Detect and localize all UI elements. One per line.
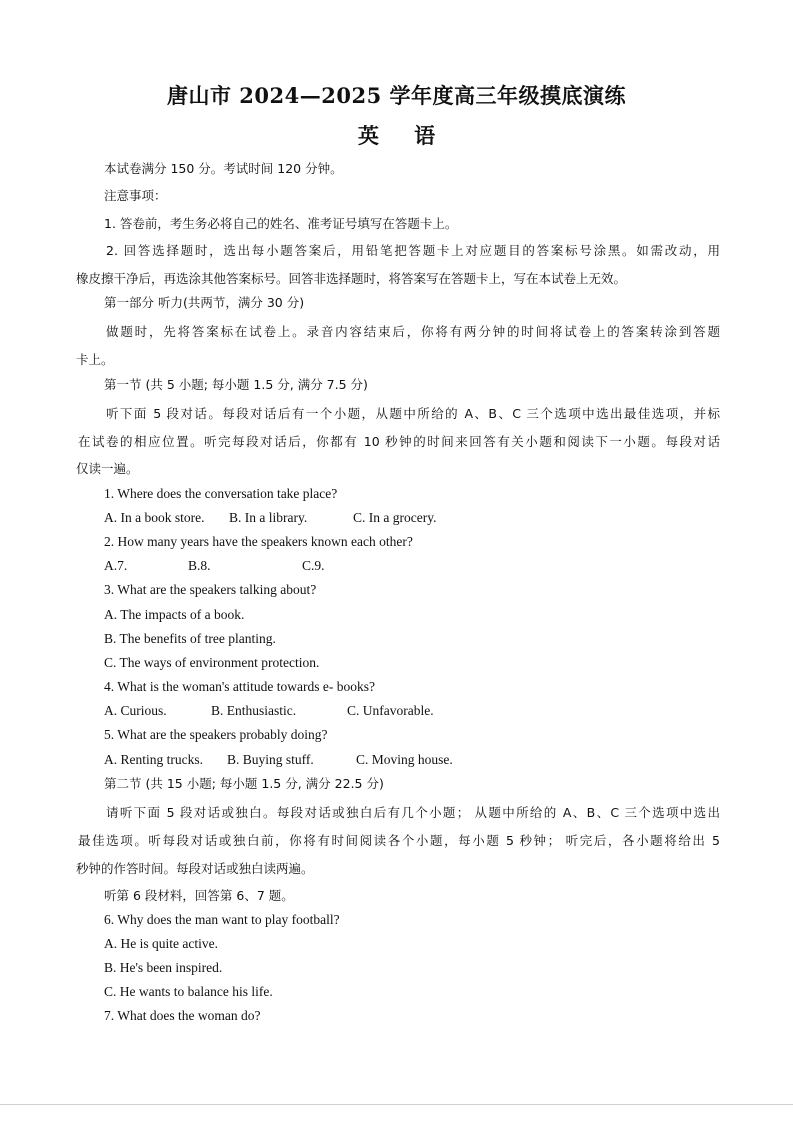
- question-2-stem: 2. How many years have the speakers known each other?: [104, 534, 413, 549]
- section2-heading: 第二节 (共 15 小题; 每小题 1.5 分, 满分 22.5 分): [104, 776, 384, 791]
- question-2-option-c: C.9.: [302, 558, 325, 573]
- page-bottom-divider: [0, 1104, 793, 1105]
- question-6-option-a: A. He is quite active.: [104, 936, 218, 951]
- question-5-option-b: B. Buying stuff.: [227, 752, 314, 767]
- question-3-option-b: B. The benefits of tree planting.: [104, 631, 276, 646]
- question-6-option-c: C. He wants to balance his life.: [104, 984, 273, 999]
- question-2-option-b: B.8.: [188, 558, 211, 573]
- note-1: 1. 答卷前，考生务必将自己的姓名、准考证号填写在答题卡上。: [104, 216, 458, 231]
- question-4-option-b: B. Enthusiastic.: [211, 703, 297, 718]
- section2-instr-line-2: 最佳选项。听每段对话或独白前，你将有时间阅读各个小题，每小题 5 秒钟； 听完后，各小题将给出 5: [78, 833, 720, 848]
- question-3-option-c: C. The ways of environment protection.: [104, 655, 320, 670]
- question-6-stem: 6. Why does the man want to play football?: [104, 912, 340, 927]
- part1-heading: 第一部分 听力(共两节，满分 30 分): [104, 295, 305, 310]
- subject-title: 英 语: [357, 123, 450, 148]
- note-2-line-1: 2. 回答选择题时，选出每小题答案后，用铅笔把答题卡上对应题目的答案标号涂黑。如需改动，用: [106, 243, 720, 258]
- question-6-option-b: B. He's been inspired.: [104, 960, 223, 975]
- notes-heading: 注意事项：: [104, 188, 167, 203]
- question-7-stem: 7. What does the woman do?: [104, 1008, 261, 1023]
- question-3-option-a: A. The impacts of a book.: [104, 607, 245, 622]
- question-4-option-a: A. Curious.: [104, 703, 167, 718]
- question-1-option-a: A. In a book store.: [104, 510, 205, 525]
- section2-instr-line-1: 请听下面 5 段对话或独白。每段对话或独白后有几个小题； 从题中所给的 A、B、C 三个选项中选出: [106, 805, 720, 820]
- part1-instr-line-1: 做题时，先将答案标在试卷上。录音内容结束后，你将有两分钟的时间将试卷上的答案转涂到答题: [106, 324, 720, 339]
- material-6-label: 听第 6 段材料，回答第 6、7 题。: [104, 888, 294, 903]
- section1-heading: 第一节 (共 5 小题; 每小题 1.5 分, 满分 7.5 分): [104, 377, 368, 392]
- question-3-stem: 3. What are the speakers talking about?: [104, 582, 317, 597]
- question-2-option-a: A.7.: [104, 558, 128, 573]
- question-5-option-a: A. Renting trucks.: [104, 752, 203, 767]
- question-4-option-c: C. Unfavorable.: [347, 703, 434, 718]
- section2-instr-line-3: 秒钟的作答时间。每段对话或独白读两遍。: [76, 861, 314, 876]
- score-time-note: 本试卷满分 150 分。考试时间 120 分钟。: [104, 161, 343, 176]
- question-4-stem: 4. What is the woman's attitude towards e- books?: [104, 679, 376, 694]
- note-2-line-2: 橡皮擦干净后，再选涂其他答案标号。回答非选择题时，将答案写在答题卡上，写在本试卷上无效。: [76, 271, 627, 286]
- question-5-option-c: C. Moving house.: [356, 752, 453, 767]
- section1-instr-line-3: 仅读一遍。: [76, 461, 139, 476]
- question-1-option-b: B. In a library.: [229, 510, 308, 525]
- question-1-stem: 1. Where does the conversation take place?: [104, 486, 338, 501]
- exam-title: 唐山市 2024—2025 学年度高三年级摸底演练: [166, 83, 626, 108]
- section1-instr-line-1: 听下面 5 段对话。每段对话后有一个小题，从题中所给的 A、B、C 三个选项中选出最佳选项，并标: [106, 406, 720, 421]
- part1-instr-line-2: 卡上。: [76, 352, 114, 367]
- section1-instr-line-2: 在试卷的相应位置。听完每段对话后，你都有 10 秒钟的时间来回答有关小题和阅读下一小题。每段对话: [78, 434, 720, 449]
- question-5-stem: 5. What are the speakers probably doing?: [104, 727, 328, 742]
- question-1-option-c: C. In a grocery.: [353, 510, 437, 525]
